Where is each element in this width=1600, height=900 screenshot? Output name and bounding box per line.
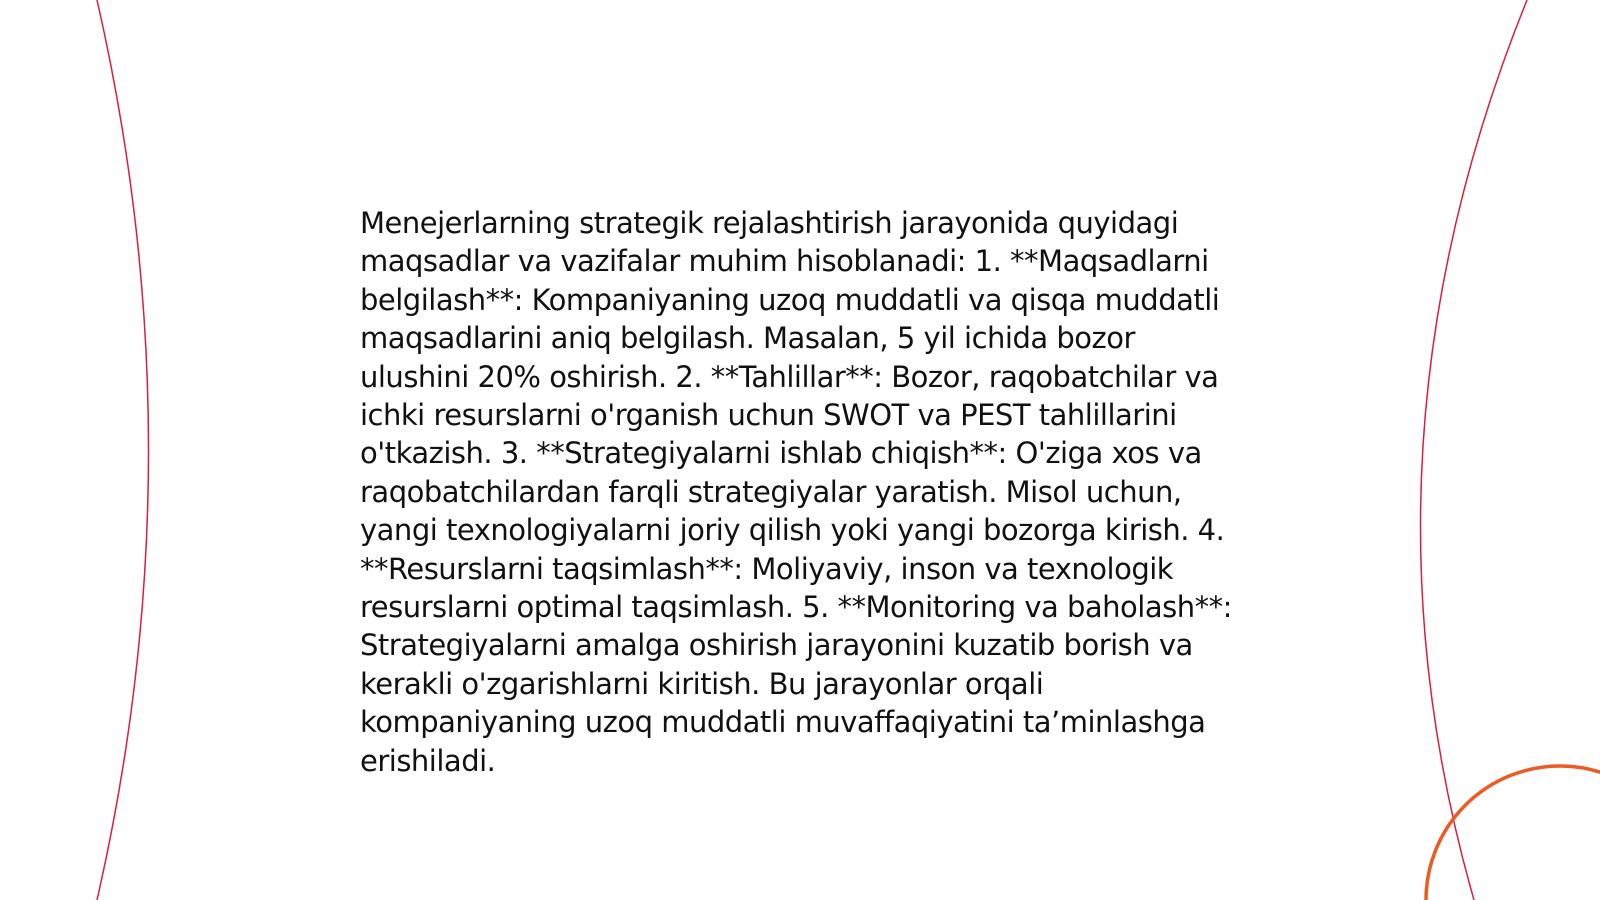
right-arc-line <box>1420 0 1527 900</box>
slide-body-text: Menejerlarning strategik rejalashtirish jarayonida quyidagi maqsadlar va vazifalar muhim hisoblanadi: 1. **Maqsadlarni belgilash**: Kompaniyaning uzoq muddatli va qisqa muddatli maqsadlarini aniq belgilash. Masalan, 5 yil ichida bozor ulushini 20% oshirish. 2. **Tahlillar**: Bozor, raqobatchilar va ichki resurslarni o'rganish uchun SWOT va PEST tahlillarini o'tkazish. 3. **Strategiyalarni ishlab chiqish**: O'ziga xos va raqobatchilardan farqli strategiyalar yaratish. Misol uchun, yangi texnologiyalarni joriy qilish yoki yangi bozorga kirish. 4. **Resurslarni taqsimlash**: Moliyaviy, inson va texnologik resurslarni optimal taqsimlash. 5. **Monitoring va baholash**: Strategiyalarni amalga oshirish jarayonini kuzatib borish va kerakli o'zgarishlarni kiritish. Bu jarayonlar orqali kompaniyaning uzoq muddatli muvaffaqiyatini ta’minlashga erishiladi. <box>360 206 1232 778</box>
left-arc-line <box>97 0 149 900</box>
accent-circle-arc <box>1426 766 1600 900</box>
